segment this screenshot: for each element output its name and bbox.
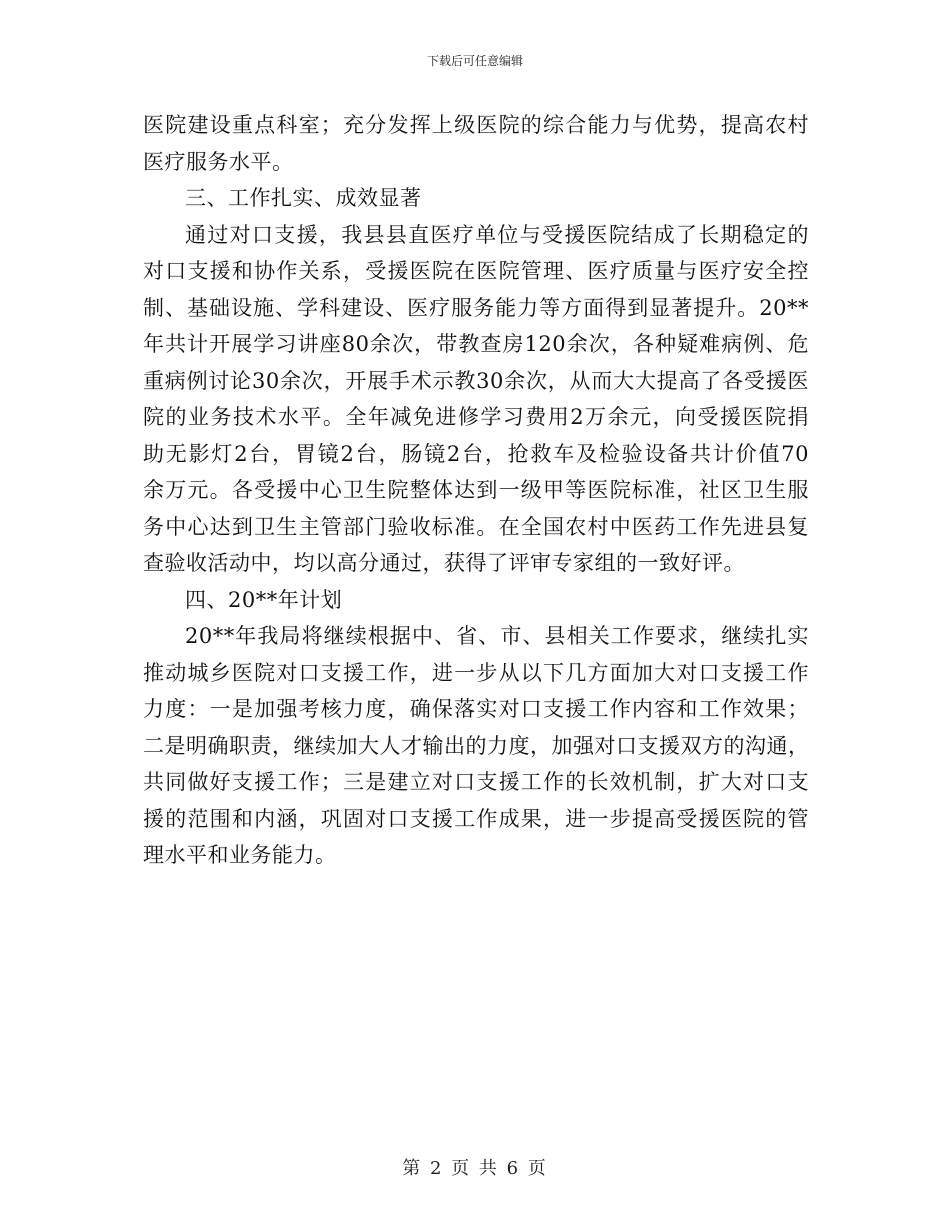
body-line-17: 力度：一是加强考核力度，确保落实对口支援工作内容和工作效果； [143, 697, 809, 721]
section-heading-3: 三、工作扎实、成效显著 [185, 186, 422, 210]
body-line-19: 共同做好支援工作；三是建立对口支援工作的长效机制，扩大对口支 [143, 770, 809, 794]
body-line-13: 查验收活动中，均以高分通过，获得了评审专家组的一致好评。 [143, 551, 745, 575]
section-heading-4: 四、20**年计划 [185, 587, 343, 612]
body-line-5: 对口支援和协作关系，受援医院在医院管理、医疗质量与医疗安全控 [143, 259, 809, 283]
body-line-11: 余万元。各受援中心卫生院整体达到一级甲等医院标准，社区卫生服 [143, 478, 809, 502]
body-line-12: 务中心达到卫生主管部门验收标准。在全国农村中医药工作先进县复 [143, 514, 809, 539]
body-line-2: 医疗服务水平。 [143, 149, 294, 174]
body-line-4: 通过对口支援，我县县直医疗单位与受援医院结成了长期稳定的 [185, 222, 809, 247]
body-line-7: 年共计开展学习讲座80余次，带教查房120余次，各种疑难病例、危 [143, 332, 809, 356]
body-line-20: 援的范围和内涵，巩固对口支援工作成果，进一步提高受援医院的管 [143, 806, 809, 831]
body-line-18: 二是明确职责，继续加大人才输出的力度，加强对口支援双方的沟通， [143, 733, 810, 758]
body-line-9: 院的业务技术水平。全年减免进修学习费用2万余元，向受援医院捐 [143, 405, 809, 429]
body-line-21: 理水平和业务能力。 [143, 843, 337, 867]
page-number-footer: 第 2 页 共 6 页 [402, 1158, 548, 1179]
body-line-6: 制、基础设施、学科建设、医疗服务能力等方面得到显著提升。20** [143, 295, 809, 320]
body-line-1: 医院建设重点科室；充分发挥上级医院的综合能力与优势，提高农村 [143, 113, 809, 137]
body-line-16: 推动城乡医院对口支援工作，进一步从以下几方面加大对口支援工作 [143, 660, 809, 685]
body-line-8: 重病例讨论30余次，开展手术示教30余次，从而大大提高了各受援医 [143, 368, 809, 393]
body-line-10: 助无影灯2台，胃镜2台，肠镜2台，抢救车及检验设备共计价值70 [143, 441, 809, 466]
document-body [143, 107, 809, 874]
body-line-15: 20**年我局将继续根据中、省、市、县相关工作要求，继续扎实 [185, 624, 809, 648]
page-header-note: 下载后可任意编辑 [426, 54, 523, 68]
